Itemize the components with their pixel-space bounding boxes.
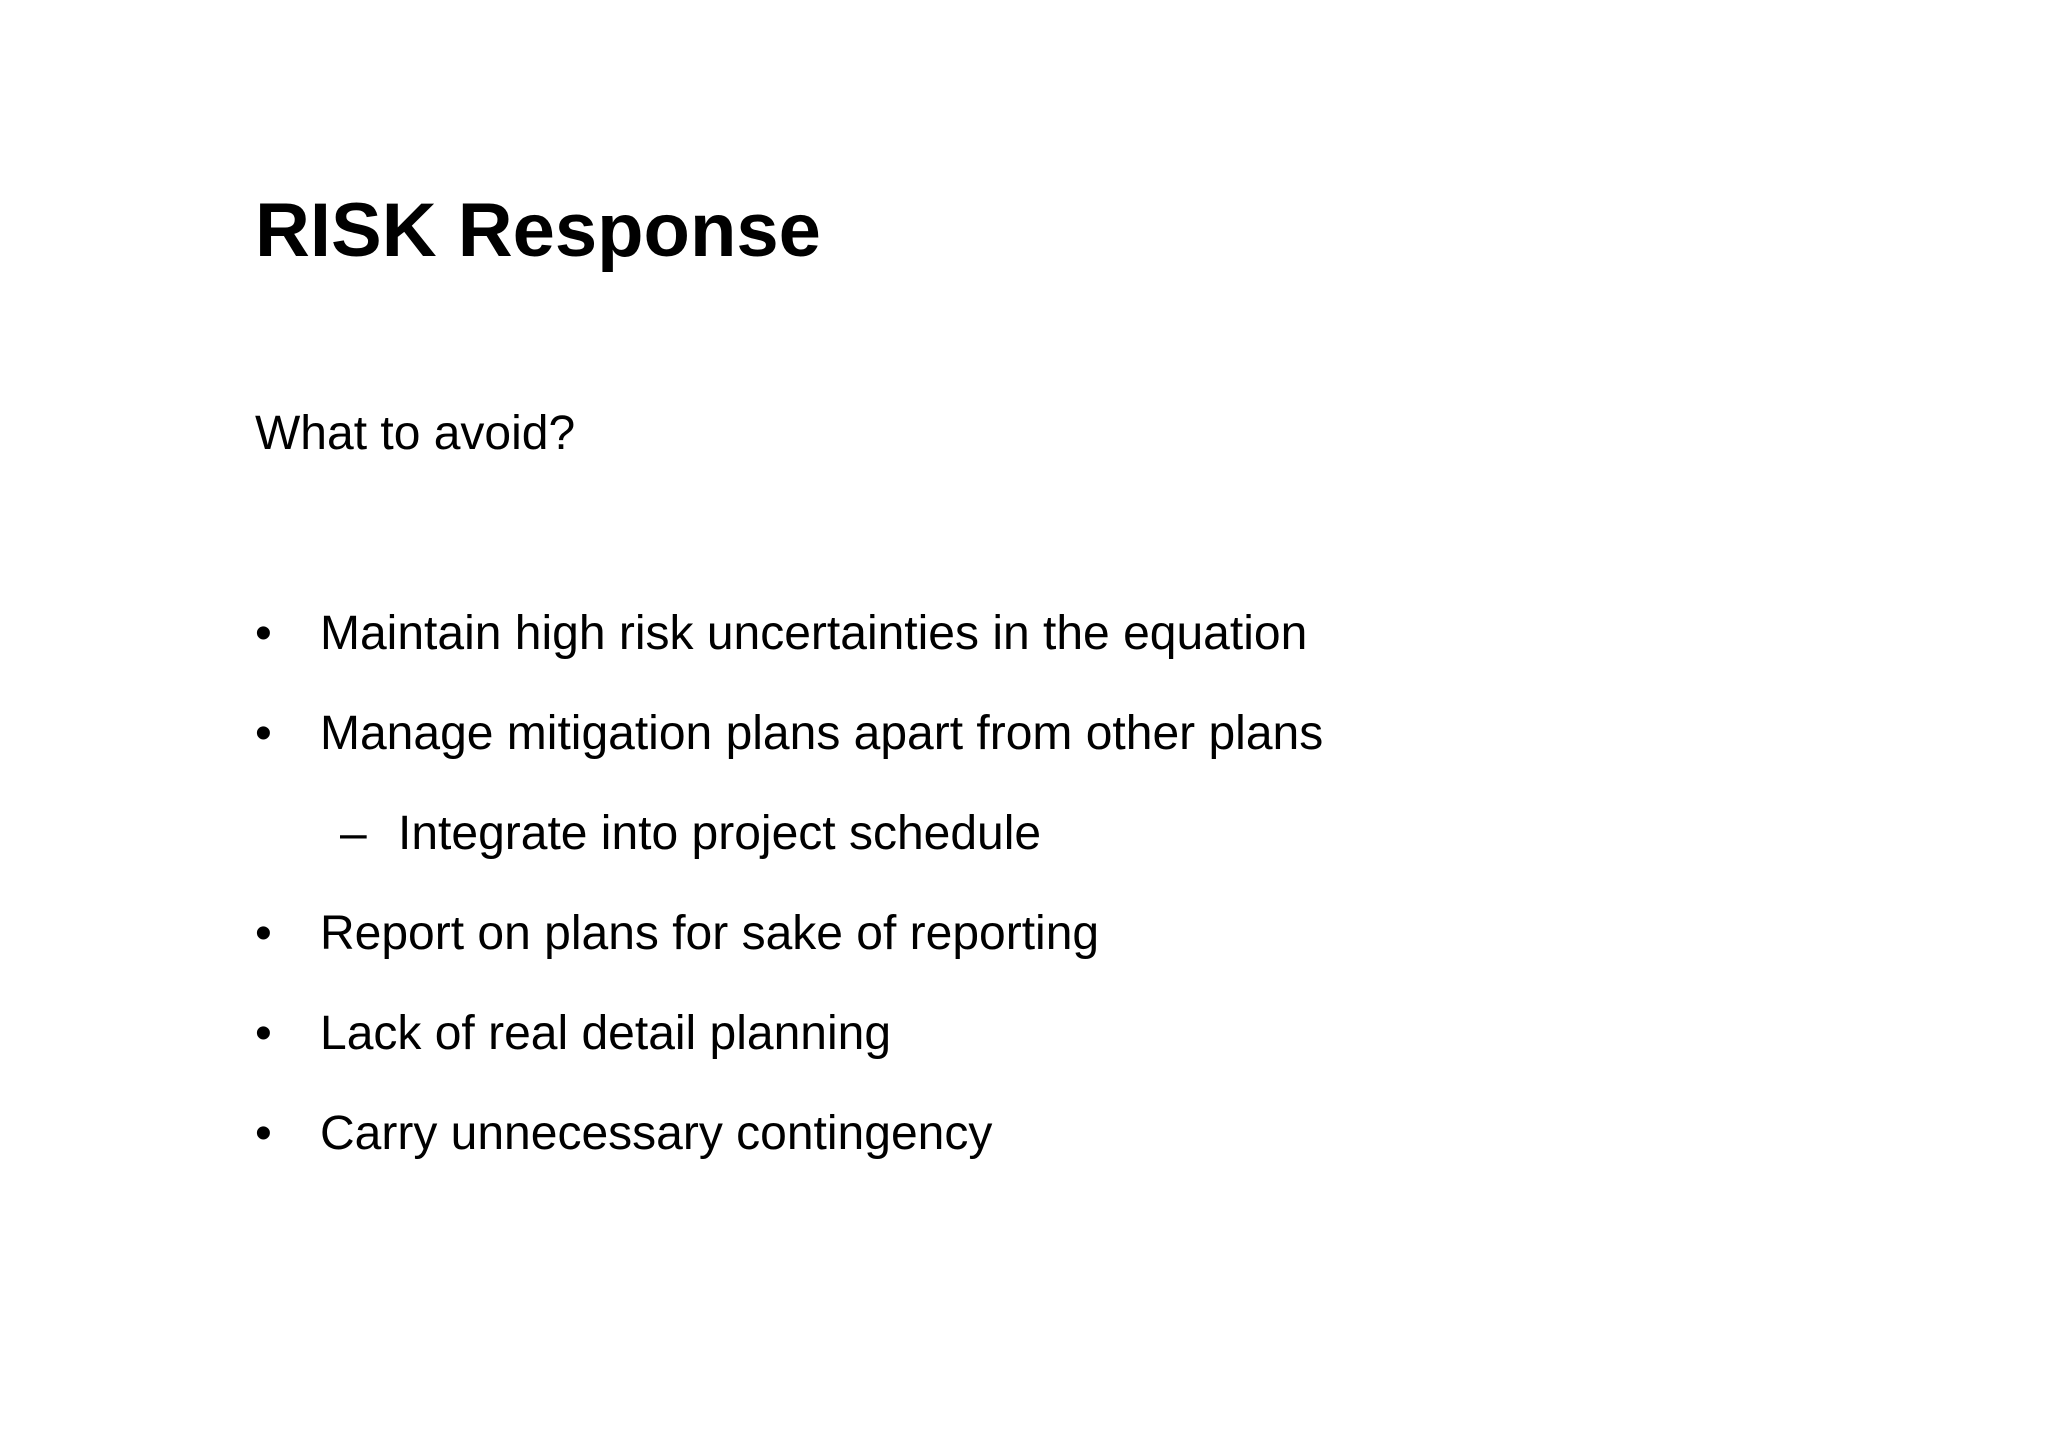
bullet-text: Report on plans for sake of reporting (320, 907, 1100, 960)
bullet-text: Carry unnecessary contingency (320, 1107, 993, 1160)
slide-subtitle: What to avoid? (255, 407, 576, 460)
bullet-text: Maintain high risk uncertainties in the equation (320, 607, 1308, 660)
bullet-marker: • (255, 1107, 272, 1160)
slide-title: RISK Response (255, 188, 821, 273)
sub-bullet-marker: – (340, 807, 367, 860)
sub-bullet-text: Integrate into project schedule (398, 807, 1042, 860)
bullet-text: Manage mitigation plans apart from other plans (320, 707, 1324, 760)
bullet-marker: • (255, 607, 272, 660)
bullet-marker: • (255, 707, 272, 760)
bullet-marker: • (255, 1007, 272, 1060)
bullet-text: Lack of real detail planning (320, 1007, 892, 1060)
bullet-marker: • (255, 907, 272, 960)
